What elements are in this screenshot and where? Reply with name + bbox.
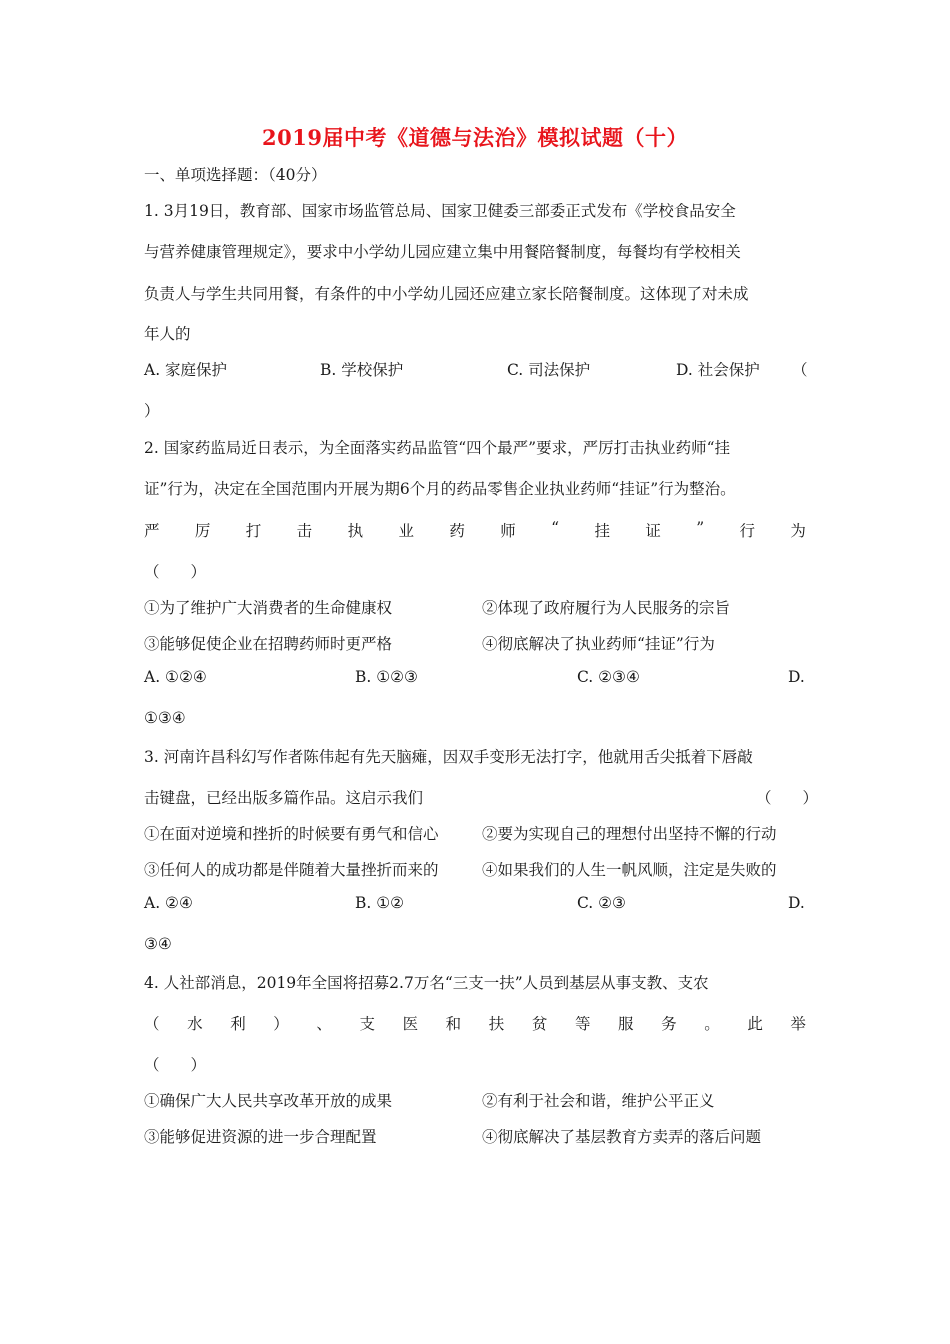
q2-option-a: A. ①②④ (144, 668, 207, 686)
q2-char: 厉 (194, 522, 211, 540)
q3-statement-4: ④如果我们的人生一帆风顺，注定是失败的 (482, 861, 777, 879)
q2-char: 严 (144, 522, 160, 540)
q2-char: 挂 (594, 522, 610, 540)
q1-option-c: C. 司法保护 (507, 361, 591, 379)
q3-line-2: 击键盘，已经出版多篇作品。这启示我们 (144, 789, 424, 807)
q4-char: 举 (790, 1015, 806, 1033)
q4-char: 等 (574, 1015, 591, 1033)
q4-char: 、 (316, 1015, 332, 1033)
q3-option-a: A. ②④ (144, 894, 193, 912)
q2-statement-1: ①为了维护广大消费者的生命健康权 (144, 599, 393, 617)
q3-statement-2: ②要为实现自己的理想付出坚持不懈的行动 (482, 825, 777, 843)
q4-answer-paren: （ ） (144, 1056, 207, 1074)
q4-char: 。 (704, 1015, 720, 1033)
q1-option-a: A. 家庭保护 (144, 361, 228, 379)
q4-char: 此 (747, 1015, 763, 1033)
q3-statement-3: ③任何人的成功都是伴随着大量挫折而来的 (144, 861, 439, 879)
q1-option-d: D. 社会保护 (676, 361, 760, 379)
q2-char: 为 (790, 522, 806, 540)
q4-char: 扶 (488, 1015, 505, 1033)
q2-char: 药 (449, 522, 465, 540)
q4-char: ） (273, 1015, 289, 1033)
q2-char: 师 (500, 522, 516, 540)
q4-statement-3: ③能够促进资源的进一步合理配置 (144, 1128, 377, 1146)
q4-char: 利 (230, 1015, 246, 1033)
q4-char: 医 (402, 1015, 419, 1033)
q2-char: 行 (739, 522, 756, 540)
q4-char: 水 (187, 1015, 203, 1033)
q4-statement-4: ④彻底解决了基层教育方卖弄的落后问题 (482, 1128, 762, 1146)
q3-line-1: 3. 河南许昌科幻写作者陈伟起有先天脑瘫，因双手变形无法打字，他就用舌尖抵着下唇敲 (144, 748, 753, 766)
q4-char: 贫 (531, 1015, 548, 1033)
q4-statement-2: ②有利于社会和谐，维护公平正义 (482, 1092, 715, 1110)
q2-char: 击 (296, 522, 313, 540)
q2-char: 执 (347, 522, 364, 540)
q2-option-c: C. ②③④ (577, 668, 640, 686)
q2-statement-4: ④彻底解决了执业药师“挂证”行为 (482, 635, 715, 653)
q1-answer-paren-close: ） (144, 402, 160, 420)
q3-option-b: B. ①② (355, 894, 405, 912)
q2-line-1: 2. 国家药监局近日表示，为全面落实药品监管“四个最严”要求，严厉打击执业药师“挂 (144, 439, 730, 457)
q4-char: 务 (661, 1015, 677, 1033)
q2-char: 证 (645, 522, 661, 540)
q1-answer-paren-open: （ (792, 361, 808, 379)
q4-line-1: 4. 人社部消息，2019年全国将招募2.7万名“三支一扶”人员到基层从事支教、支农 (144, 974, 709, 992)
q2-line-2: 证”行为，决定在全国范围内开展为期6个月的药品零售企业执业药师“挂证”行为整治。 (144, 480, 736, 498)
q4-statement-1: ①确保广大人民共享改革开放的成果 (144, 1092, 393, 1110)
q4-char: （ (144, 1015, 160, 1033)
section-heading: 一、单项选择题：（40分） (144, 166, 327, 184)
q3-statement-1: ①在面对逆境和挫折的时候要有勇气和信心 (144, 825, 439, 843)
q4-char: 支 (359, 1015, 375, 1033)
q2-option-b: B. ①②③ (355, 668, 418, 686)
q4-char: 服 (618, 1015, 634, 1033)
q3-option-d: D. (788, 894, 805, 912)
q1-line-3: 负责人与学生共同用餐，有条件的中小学幼儿园还应建立家长陪餐制度。这体现了对未成 (144, 285, 749, 303)
q2-option-d-value: ①③④ (144, 709, 186, 727)
q1-line-2: 与营养健康管理规定》，要求中小学幼儿园应建立集中用餐陪餐制度，每餐均有学校相关 (144, 243, 741, 261)
q1-line-4: 年人的 (144, 325, 191, 343)
q3-answer-paren: （ ） (756, 789, 819, 807)
q2-statement-3: ③能够促使企业在招聘药师时更严格 (144, 635, 393, 653)
q2-line-3 (144, 519, 806, 541)
q2-answer-paren: （ ） (144, 563, 207, 581)
q2-char: 打 (245, 522, 262, 540)
q1-line-1: 1. 3月19日，教育部、国家市场监管总局、国家卫健委三部委正式发布《学校食品安全 (144, 202, 736, 220)
q4-line-2 (144, 1012, 806, 1034)
q3-option-d-value: ③④ (144, 935, 172, 953)
q1-option-b: B. 学校保护 (320, 361, 404, 379)
q2-char: 业 (398, 522, 414, 540)
q2-char: ” (696, 519, 705, 537)
q4-char: 和 (445, 1015, 462, 1033)
q2-option-d: D. (788, 668, 805, 686)
q3-option-c: C. ②③ (577, 894, 626, 912)
page-title: 2019届中考《道德与法治》模拟试题（十） (262, 125, 688, 150)
q2-char: “ (551, 519, 560, 537)
q2-statement-2: ②体现了政府履行为人民服务的宗旨 (482, 599, 731, 617)
